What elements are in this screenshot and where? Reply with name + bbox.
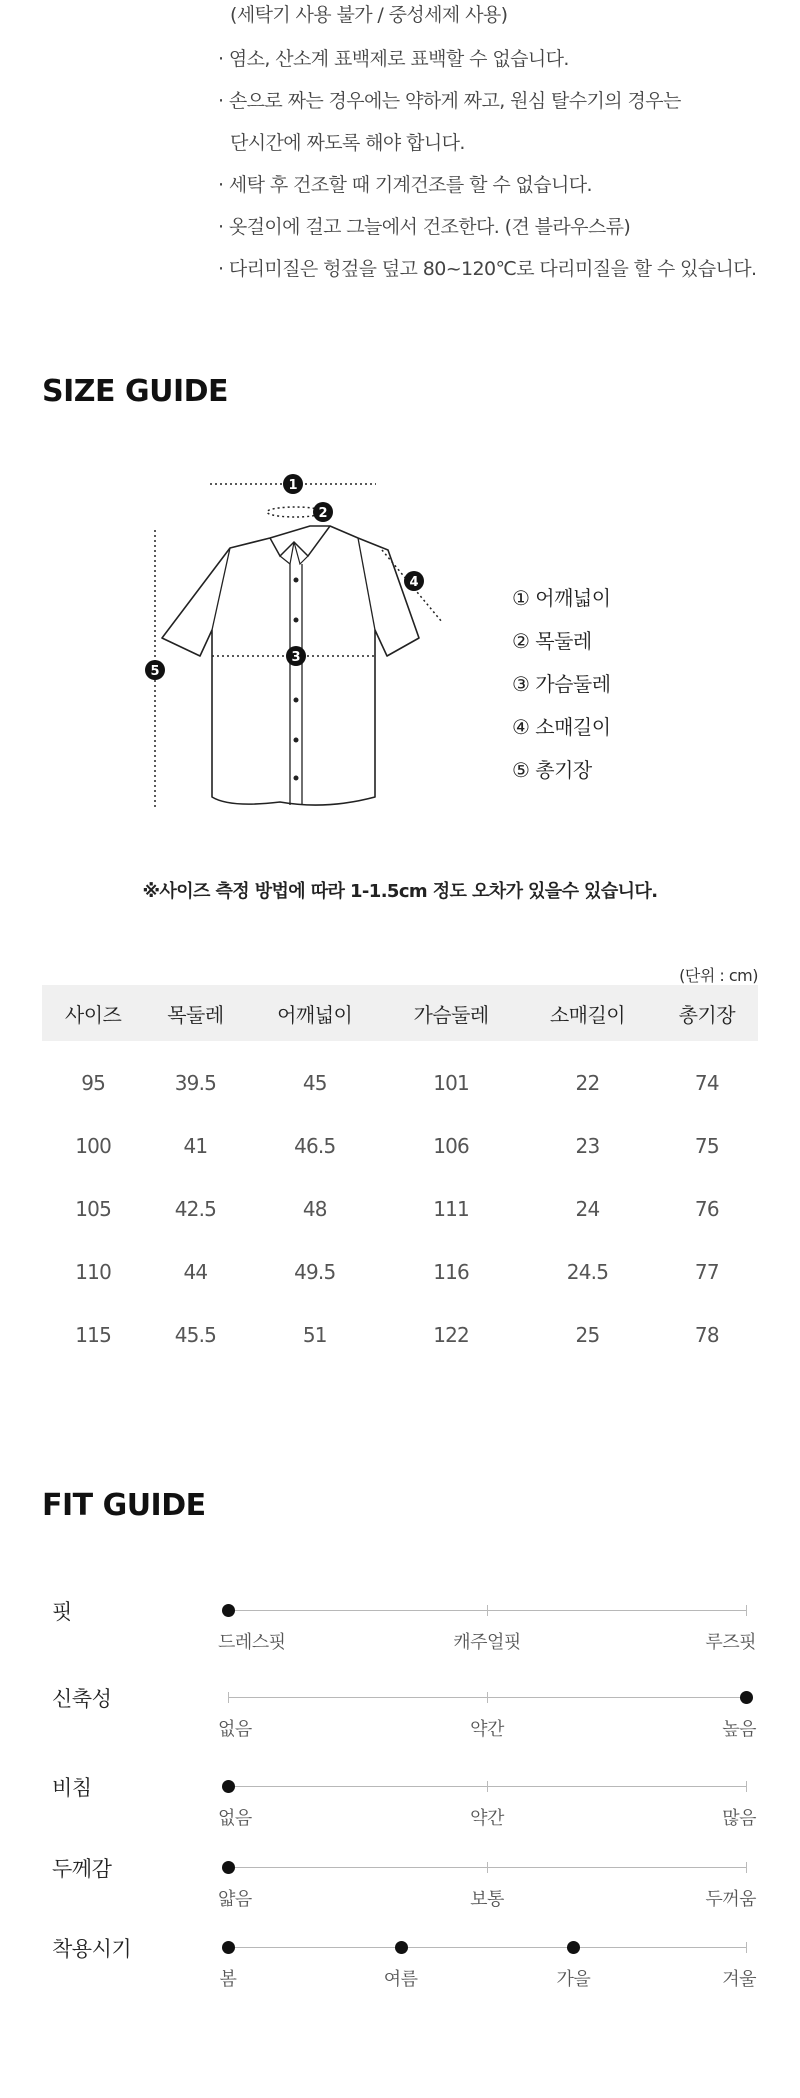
shirt-measurement-diagram [130, 460, 460, 820]
table-cell: 45 [302, 1070, 327, 1095]
marker-4-label: 4 [409, 575, 419, 590]
table-cell: 22 [575, 1070, 600, 1095]
table-cell: 101 [433, 1070, 469, 1095]
scale-tick [487, 1862, 488, 1873]
scale-option: 보통 [470, 1889, 504, 1910]
fit-guide-title: FIT GUIDE [42, 1488, 206, 1523]
fit-scale [218, 1772, 756, 1829]
table-cell: 48 [302, 1196, 327, 1221]
table-cell: 122 [433, 1322, 469, 1347]
care-line: · 옷걸이에 걸고 그늘에서 건조한다. (견 블라우스류) [218, 216, 631, 238]
legend-item: ③ 가슴둘레 [512, 672, 611, 696]
table-cell: 74 [694, 1070, 719, 1095]
scale-option: 루즈핏 [705, 1632, 756, 1653]
fit-row-sheerness [42, 1772, 758, 1852]
care-line: · 손으로 짜는 경우에는 약하게 짜고, 원심 탈수기의 경우는 [218, 90, 681, 112]
table-cell: 111 [433, 1196, 469, 1221]
marker-5-label: 5 [150, 664, 160, 679]
size-table [42, 985, 758, 1366]
scale-option: 얇음 [218, 1889, 252, 1910]
table-cell: 44 [183, 1259, 208, 1284]
unit-label: (단위 : cm) [679, 966, 758, 985]
table-cell: 41 [183, 1133, 208, 1158]
selected-dot-icon [222, 1861, 235, 1874]
care-line: · 염소, 산소계 표백제로 표백할 수 없습니다. [218, 48, 569, 70]
column-header: 총기장 [656, 985, 758, 1041]
fit-label: 두께감 [52, 1857, 112, 1881]
table-header-row [42, 985, 758, 1041]
table-cell: 110 [75, 1259, 112, 1284]
table-cell: 23 [575, 1133, 600, 1158]
care-line: 단시간에 짜도록 해야 합니다. [230, 132, 465, 154]
fit-label: 신축성 [52, 1687, 112, 1711]
table-cell: 24.5 [566, 1259, 609, 1284]
column-header: 사이즈 [42, 985, 144, 1041]
scale-option: 겨울 [722, 1969, 756, 1990]
selected-dot-icon [222, 1941, 235, 1954]
size-guide-title: SIZE GUIDE [42, 374, 229, 409]
fit-row-fit [42, 1596, 758, 1676]
scale-option: 많음 [722, 1808, 756, 1829]
table-cell: 106 [433, 1133, 469, 1158]
table-cell: 42.5 [174, 1196, 217, 1221]
scale-tick [228, 1692, 229, 1703]
table-cell: 51 [302, 1322, 327, 1347]
scale-option: 높음 [722, 1719, 756, 1740]
care-line: · 세탁 후 건조할 때 기계건조를 할 수 없습니다. [218, 174, 592, 196]
column-header: 목둘레 [144, 985, 246, 1041]
scale-option: 캐주얼핏 [453, 1632, 521, 1653]
column-header: 가슴둘레 [383, 985, 519, 1041]
scale-option: 약간 [470, 1808, 504, 1829]
table-cell: 25 [575, 1322, 600, 1347]
scale-tick [746, 1942, 747, 1953]
table-row [42, 1041, 758, 1114]
table-row [42, 1303, 758, 1366]
table-cell: 75 [694, 1133, 719, 1158]
scale-option: 두꺼움 [705, 1889, 756, 1910]
selected-dot-icon [222, 1604, 235, 1617]
table-cell: 76 [694, 1196, 719, 1221]
scale-tick [746, 1605, 747, 1616]
marker-1-label: 1 [288, 478, 298, 493]
scale-tick [487, 1605, 488, 1616]
table-cell: 24 [575, 1196, 600, 1221]
column-header: 소매길이 [519, 985, 655, 1041]
table-cell: 116 [433, 1259, 469, 1284]
legend-item: ① 어깨넓이 [512, 586, 611, 610]
scale-option: 드레스핏 [218, 1632, 286, 1653]
size-note: ※사이즈 측정 방법에 따라 1-1.5cm 정도 오차가 있을수 있습니다. [142, 881, 658, 902]
selected-dot-icon [395, 1941, 408, 1954]
scale-option: 없음 [218, 1719, 252, 1740]
fit-row-season [42, 1933, 758, 2013]
table-cell: 78 [694, 1322, 719, 1347]
table-cell: 49.5 [294, 1259, 336, 1284]
fit-scale [218, 1853, 756, 1910]
table-cell: 77 [694, 1259, 719, 1284]
care-line: · 다리미질은 헝겊을 덮고 80~120℃로 다리미질을 할 수 있습니다. [218, 258, 757, 280]
table-cell: 39.5 [174, 1070, 217, 1095]
fit-scale [218, 1596, 756, 1653]
table-cell: 46.5 [294, 1133, 336, 1158]
fit-label: 착용시기 [52, 1937, 132, 1961]
table-row [42, 1240, 758, 1303]
scale-option: 가을 [556, 1969, 591, 1990]
scale-tick [746, 1781, 747, 1792]
scale-tick [487, 1781, 488, 1792]
column-header: 어깨넓이 [247, 985, 383, 1041]
legend-item: ④ 소매길이 [512, 715, 611, 739]
legend-item: ② 목둘레 [512, 629, 592, 653]
scale-option: 여름 [383, 1969, 418, 1990]
legend-item: ⑤ 총기장 [512, 758, 592, 782]
table-cell: 45.5 [174, 1322, 217, 1347]
fit-scale [218, 1683, 756, 1740]
scale-option: 봄 [219, 1969, 237, 1990]
selected-dot-icon [222, 1780, 235, 1793]
marker-2-label: 2 [318, 506, 328, 521]
table-row [42, 1177, 758, 1240]
scale-option: 없음 [218, 1808, 252, 1829]
fit-scale [219, 1933, 756, 1990]
scale-line [228, 1947, 746, 1948]
scale-option: 약간 [470, 1719, 504, 1740]
table-cell: 115 [75, 1322, 112, 1347]
care-line: (세탁기 사용 불가 / 중성세제 사용) [230, 4, 508, 26]
table-row [42, 1114, 758, 1177]
scale-tick [746, 1862, 747, 1873]
selected-dot-icon [567, 1941, 580, 1954]
table-cell: 95 [81, 1070, 106, 1095]
selected-dot-icon [740, 1691, 753, 1704]
table-cell: 100 [75, 1133, 112, 1158]
scale-tick [487, 1692, 488, 1703]
marker-3-label: 3 [291, 650, 301, 665]
measurement-legend [512, 582, 611, 797]
table-cell: 105 [75, 1196, 112, 1221]
fit-row-stretch [42, 1683, 758, 1763]
fit-label: 핏 [52, 1600, 72, 1624]
fit-label: 비침 [52, 1776, 92, 1800]
fit-row-thickness [42, 1853, 758, 1933]
